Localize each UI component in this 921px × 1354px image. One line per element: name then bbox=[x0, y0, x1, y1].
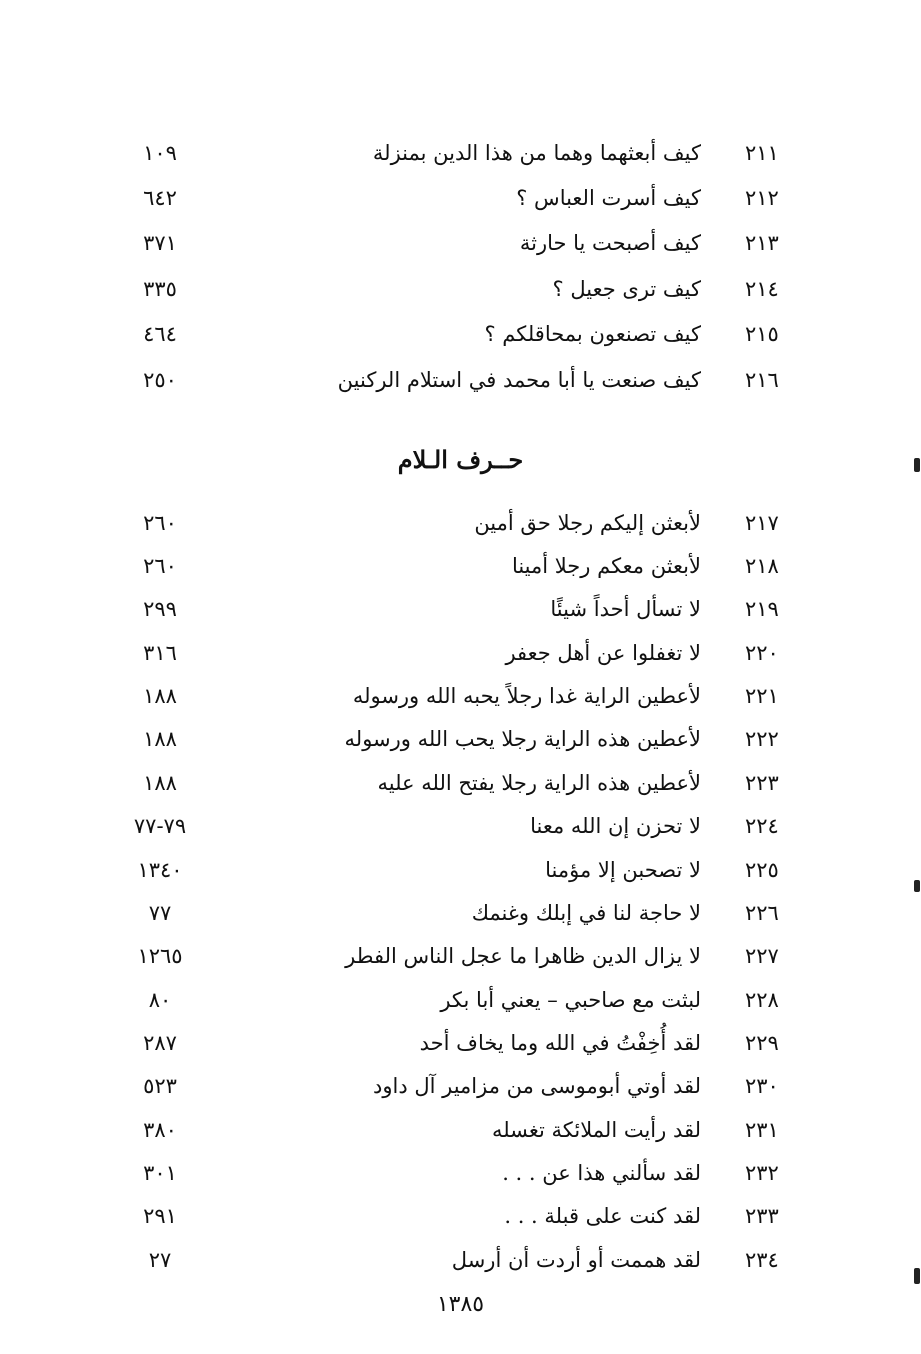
index-entry bbox=[0, 808, 921, 844]
entry-number: ٢٣٠ bbox=[745, 1074, 779, 1098]
index-entry bbox=[0, 1155, 921, 1191]
entry-text: لقد كنت على قبلة . . . bbox=[504, 1204, 701, 1228]
index-entry bbox=[0, 271, 921, 307]
entry-page: ٢٦٠ bbox=[143, 554, 177, 578]
entry-page: ١٨٨ bbox=[143, 771, 177, 795]
entry-page: ٣٠١ bbox=[143, 1161, 177, 1185]
entry-number: ٢١٩ bbox=[745, 597, 779, 621]
entry-page: ٢٩٩ bbox=[143, 597, 177, 621]
entry-number: ٢٢٦ bbox=[745, 901, 779, 925]
entry-number: ٢٢٩ bbox=[745, 1031, 779, 1055]
entry-text: كيف تصنعون بمحاقلكم ؟ bbox=[484, 322, 701, 346]
index-entry bbox=[0, 225, 921, 261]
scan-edge-mark bbox=[914, 1268, 920, 1284]
entry-page: ١٠٩ bbox=[143, 141, 177, 165]
entry-number: ٢١٨ bbox=[745, 554, 779, 578]
index-entry bbox=[0, 721, 921, 757]
entry-text: كيف صنعت يا أبا محمد في استلام الركنين bbox=[337, 368, 701, 392]
entry-text: لا يزال الدين ظاهرا ما عجل الناس الفطر bbox=[345, 944, 701, 968]
scan-edge-mark bbox=[914, 458, 920, 472]
index-entry bbox=[0, 591, 921, 627]
index-entry bbox=[0, 895, 921, 931]
index-entry bbox=[0, 1198, 921, 1234]
entry-number: ٢٢١ bbox=[745, 684, 779, 708]
entry-text: لأعطين هذه الراية رجلا يحب الله ورسوله bbox=[344, 727, 701, 751]
entry-number: ٢٢٤ bbox=[745, 814, 779, 838]
index-entry bbox=[0, 362, 921, 398]
entry-number: ٢٢٧ bbox=[745, 944, 779, 968]
entry-page: ٣٧١ bbox=[143, 231, 177, 255]
entry-number: ٢٣٤ bbox=[745, 1248, 779, 1272]
entry-text: لبثت مع صاحبي – يعني أبا بكر bbox=[440, 988, 701, 1012]
entry-page: ٥٢٣ bbox=[143, 1074, 177, 1098]
entry-number: ٢٣٣ bbox=[745, 1204, 779, 1228]
page-number: ١٣٨٥ bbox=[436, 1292, 485, 1317]
entry-number: ٢١٦ bbox=[745, 368, 779, 392]
entry-text: لا تغفلوا عن أهل جعفر bbox=[505, 641, 701, 665]
index-entry bbox=[0, 1242, 921, 1278]
entry-text: لأبعثن إليكم رجلا حق أمين bbox=[474, 511, 701, 535]
entry-page: ٧٧ bbox=[148, 901, 172, 925]
entry-text: لأعطين الراية غدا رجلاً يحبه الله ورسوله bbox=[352, 684, 701, 708]
entry-page: ٢٧ bbox=[148, 1248, 172, 1272]
index-entry bbox=[0, 1025, 921, 1061]
entry-number: ٢٣٢ bbox=[745, 1161, 779, 1185]
entry-number: ٢٢٠ bbox=[745, 641, 779, 665]
entry-text: لا تصحبن إلا مؤمنا bbox=[545, 858, 701, 882]
entry-text: لقد سألني هذا عن . . . bbox=[502, 1161, 701, 1185]
index-entry bbox=[0, 635, 921, 671]
entry-page: ١٨٨ bbox=[143, 684, 177, 708]
entry-text: كيف أصبحت يا حارثة bbox=[519, 231, 701, 255]
entry-page: ٢٩١ bbox=[143, 1204, 177, 1228]
entry-page: ٣١٦ bbox=[143, 641, 177, 665]
index-entry bbox=[0, 938, 921, 974]
index-entry bbox=[0, 678, 921, 714]
index-entry bbox=[0, 505, 921, 541]
index-entry bbox=[0, 982, 921, 1018]
entry-text: لا تسأل أحداً شيئًا bbox=[550, 597, 701, 621]
entry-page: ٣٣٥ bbox=[143, 277, 177, 301]
entry-text: كيف أسرت العباس ؟ bbox=[516, 186, 701, 210]
entry-number: ٢٢٨ bbox=[745, 988, 779, 1012]
entry-number: ٢١٧ bbox=[745, 511, 779, 535]
entry-number: ٢١٥ bbox=[745, 322, 779, 346]
scan-edge-mark bbox=[914, 880, 920, 892]
entry-page: ١٢٦٥ bbox=[137, 944, 183, 968]
index-entry bbox=[0, 852, 921, 888]
entry-number: ٢٢٢ bbox=[745, 727, 779, 751]
entry-number: ٢٢٥ bbox=[745, 858, 779, 882]
entry-number: ٢١٣ bbox=[745, 231, 779, 255]
section-heading: حــرف الـلام bbox=[397, 445, 524, 474]
entry-page: ٤٦٤ bbox=[143, 322, 177, 346]
entry-page: ٢٨٧ bbox=[143, 1031, 177, 1055]
entry-text: كيف ترى جعيل ؟ bbox=[552, 277, 701, 301]
entry-page: ٧٩-٧٧ bbox=[133, 814, 187, 838]
entry-text: لأعطين هذه الراية رجلا يفتح الله عليه bbox=[377, 771, 701, 795]
entry-number: ٢٣١ bbox=[745, 1118, 779, 1142]
entry-number: ٢١٤ bbox=[745, 277, 779, 301]
index-entry bbox=[0, 1068, 921, 1104]
entry-text: لا تحزن إن الله معنا bbox=[530, 814, 701, 838]
entry-page: ٦٤٢ bbox=[143, 186, 177, 210]
entry-text: لقد أوتي أبوموسى من مزامير آل داود bbox=[373, 1074, 701, 1098]
entry-text: لأبعثن معكم رجلا أمينا bbox=[511, 554, 701, 578]
entry-number: ٢١١ bbox=[745, 141, 779, 165]
index-entry bbox=[0, 548, 921, 584]
index-entry bbox=[0, 1112, 921, 1148]
entry-number: ٢٢٣ bbox=[745, 771, 779, 795]
entry-page: ٣٨٠ bbox=[143, 1118, 177, 1142]
index-entry bbox=[0, 765, 921, 801]
entry-text: لقد هممت أو أردت أن أرسل bbox=[451, 1248, 701, 1272]
entry-page: ٢٦٠ bbox=[143, 511, 177, 535]
entry-text: لقد رأيت الملائكة تغسله bbox=[491, 1118, 701, 1142]
entry-page: ٢٥٠ bbox=[143, 368, 177, 392]
entry-text: لقد أُخِفْتُ في الله وما يخاف أحد bbox=[419, 1031, 701, 1055]
index-entry bbox=[0, 180, 921, 216]
index-entry bbox=[0, 135, 921, 171]
entry-text: كيف أبعثهما وهما من هذا الدين بمنزلة bbox=[372, 141, 701, 165]
entry-page: ٨٠ bbox=[148, 988, 172, 1012]
entry-number: ٢١٢ bbox=[745, 186, 779, 210]
entry-page: ١٣٤٠ bbox=[137, 858, 183, 882]
entry-text: لا حاجة لنا في إبلك وغنمك bbox=[471, 901, 701, 925]
index-entry bbox=[0, 316, 921, 352]
entry-page: ١٨٨ bbox=[143, 727, 177, 751]
